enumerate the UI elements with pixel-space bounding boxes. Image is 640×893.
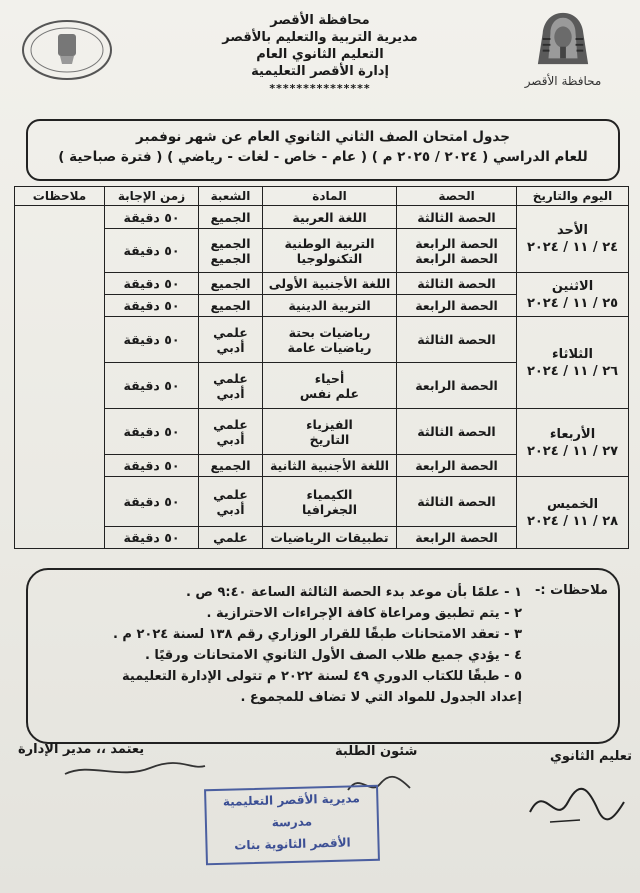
stamp-line-2: مدرسة	[271, 814, 313, 830]
division-text: علمي	[213, 416, 248, 432]
division-cell	[199, 409, 263, 455]
period-cell: الحصة الرابعة	[397, 527, 517, 549]
duration-cell: ٥٠ دقيقة	[105, 229, 199, 273]
handwritten-signature-left	[60, 756, 210, 786]
division-text-2: الجميع	[210, 250, 251, 266]
subject-cell: تطبيقات الرياضيات	[263, 527, 397, 549]
stamp-line-1: مديرية الأقصر التعليمية	[222, 791, 360, 809]
subject-cell: اللغة العربية	[263, 206, 397, 229]
day-cell-wednesday	[517, 409, 629, 477]
division-cell: الجميع	[199, 295, 263, 317]
period-text: الحصة الرابعة	[415, 235, 498, 251]
day-date: ٢٧ / ١١ / ٢٠٢٤	[526, 443, 619, 459]
header-notes: ملاحظات	[15, 187, 105, 206]
duration-cell: ٥٠ دقيقة	[105, 409, 199, 455]
duration-cell: ٥٠ دقيقة	[105, 455, 199, 477]
table-row	[15, 206, 629, 229]
division-cell: الجميع	[199, 273, 263, 295]
directorate-logo	[20, 18, 114, 82]
subject-cell	[263, 409, 397, 455]
day-date: ٢٥ / ١١ / ٢٠٢٤	[526, 295, 619, 311]
subject-text-2: رياضيات عامة	[287, 339, 372, 355]
duration-cell: ٥٠ دقيقة	[105, 295, 199, 317]
title-box	[26, 119, 620, 181]
subject-cell	[263, 229, 397, 273]
division-cell: الجميع	[199, 455, 263, 477]
subject-text: الكيمياء	[306, 486, 353, 502]
signature-administration-director: يعتمد ،، مدير الإدارة	[18, 742, 145, 757]
header-period: الحصة	[397, 187, 517, 206]
note-item: إعداد الجدول للمواد التي لا تضاف للمجموع .	[240, 690, 522, 705]
division-cell	[199, 229, 263, 273]
header-day-date: اليوم والتاريخ	[517, 187, 629, 206]
duration-cell: ٥٠ دقيقة	[105, 273, 199, 295]
division-cell	[199, 363, 263, 409]
day-name: الأحد	[556, 223, 588, 238]
subject-text-2: التكنولوجيا	[296, 250, 363, 266]
document-header	[0, 6, 640, 116]
header-governorate: محافظة الأقصر	[270, 13, 370, 28]
note-item: ١ - علمًا بأن موعد بدء الحصة الثالثة الساعة ٩:٤٠ ص .	[185, 585, 522, 600]
title-line-1: جدول امتحان الصف الثاني الثانوي العام عن شهر نوفمبر	[136, 129, 510, 145]
header-text-block	[200, 12, 440, 97]
period-cell: الحصة الثالثة	[397, 273, 517, 295]
subject-text: التربية الوطنية	[284, 235, 375, 251]
header-subject: المادة	[263, 187, 397, 206]
handwritten-signature-right	[520, 772, 630, 832]
note-item: ٢ - يتم تطبيق ومراعاة كافة الإجراءات الاحترازية .	[206, 606, 522, 621]
division-text: علمي	[213, 486, 248, 502]
subject-cell: التربية الدينية	[263, 295, 397, 317]
day-name: الاثنين	[551, 278, 594, 294]
day-date: ٢٤ / ١١ / ٢٠٢٤	[526, 240, 619, 255]
period-cell: الحصة الرابعة	[397, 455, 517, 477]
notes-box	[26, 568, 620, 744]
exam-schedule-table	[14, 186, 629, 549]
table-row	[15, 477, 629, 527]
directorate-seal-icon	[20, 18, 114, 82]
table-row	[15, 273, 629, 295]
subject-text: الفيزياء	[306, 416, 353, 432]
notes-column-cell	[15, 206, 105, 549]
duration-cell: ٥٠ دقيقة	[105, 317, 199, 363]
day-cell-thursday	[517, 477, 629, 549]
note-item: ٣ - تعقد الامتحانات طبقًا للقرار الوزاري رقم ١٣٨ لسنة ٢٠٢٤ م .	[112, 627, 522, 642]
note-item: ٤ - يؤدي جميع طلاب الصف الأول الثانوي الامتحانات ورقيًا .	[144, 648, 522, 663]
period-cell: الحصة الرابعة	[397, 295, 517, 317]
header-division: الشعبة	[199, 187, 263, 206]
subject-text: أحياء	[314, 370, 345, 386]
period-cell: الحصة الرابعة	[397, 363, 517, 409]
governorate-logo	[520, 10, 606, 88]
division-cell: الجميع	[199, 206, 263, 229]
division-cell	[199, 317, 263, 363]
division-text: الجميع	[210, 235, 251, 251]
division-cell	[199, 477, 263, 527]
division-text: علمي	[213, 324, 248, 340]
stamp-line-3: الأقصر الثانوية بنات	[234, 835, 351, 853]
division-cell: علمي	[199, 527, 263, 549]
duration-cell: ٥٠ دقيقة	[105, 206, 199, 229]
note-item: ٥ - طبقًا للكتاب الدوري ٤٩ لسنة ٢٠٢٢ م تتولى الإدارة التعليمية	[122, 669, 522, 684]
day-cell-sunday	[517, 206, 629, 273]
pharaoh-mask-icon	[534, 10, 592, 68]
period-cell: الحصة الثالثة	[397, 206, 517, 229]
header-stars: ***************	[269, 82, 371, 95]
subject-cell	[263, 477, 397, 527]
division-text-2: أدبي	[216, 339, 245, 355]
header-administration: إدارة الأقصر التعليمية	[251, 64, 389, 79]
day-name: الأربعاء	[549, 426, 596, 442]
subject-cell: اللغة الأجنبية الأولى	[263, 273, 397, 295]
day-name: الخميس	[546, 496, 599, 512]
notes-list	[52, 582, 522, 708]
header-section: التعليم الثانوي العام	[256, 47, 384, 62]
period-cell: الحصة الثالثة	[397, 409, 517, 455]
day-date: ٢٦ / ١١ / ٢٠٢٤	[526, 363, 619, 379]
header-directorate: مديرية التربية والتعليم بالأقصر	[222, 30, 418, 45]
period-cell: الحصة الثالثة	[397, 477, 517, 527]
subject-cell	[263, 317, 397, 363]
subject-cell	[263, 363, 397, 409]
governorate-logo-caption: محافظة الأقصر	[524, 74, 602, 88]
notes-label: ملاحظات :-	[534, 583, 608, 598]
subject-cell: اللغة الأجنبية الثانية	[263, 455, 397, 477]
header-duration: زمن الإجابة	[105, 187, 199, 206]
table-header-row	[15, 187, 629, 206]
period-cell	[397, 229, 517, 273]
subject-text: رياضيات بحتة	[288, 324, 371, 340]
division-text-2: أدبي	[216, 431, 245, 447]
duration-cell: ٥٠ دقيقة	[105, 527, 199, 549]
table-row	[15, 409, 629, 455]
table-row	[15, 317, 629, 363]
signature-student-affairs: شئون الطلبة	[335, 744, 418, 759]
division-text-2: أدبي	[216, 385, 245, 401]
day-name: الثلاثاء	[552, 346, 593, 362]
duration-cell: ٥٠ دقيقة	[105, 477, 199, 527]
period-text-2: الحصة الرابعة	[415, 250, 498, 266]
period-cell: الحصة الثالثة	[397, 317, 517, 363]
subject-text-2: التاريخ	[309, 431, 350, 447]
day-cell-tuesday	[517, 317, 629, 409]
title-line-2: للعام الدراسي ( ٢٠٢٤ / ٢٠٢٥ م ) ( عام - خاص - لغات - رياضي ) ( فترة صباحية )	[58, 149, 588, 165]
school-stamp	[204, 785, 380, 866]
division-text-2: أدبي	[216, 501, 245, 517]
signature-secondary-education: تعليم الثانوي	[549, 749, 632, 764]
day-date: ٢٨ / ١١ / ٢٠٢٤	[526, 513, 619, 529]
duration-cell: ٥٠ دقيقة	[105, 363, 199, 409]
day-cell-monday	[517, 273, 629, 317]
subject-text-2: الجغرافيا	[301, 501, 358, 517]
division-text: علمي	[213, 370, 248, 386]
subject-text-2: علم نفس	[299, 385, 360, 401]
